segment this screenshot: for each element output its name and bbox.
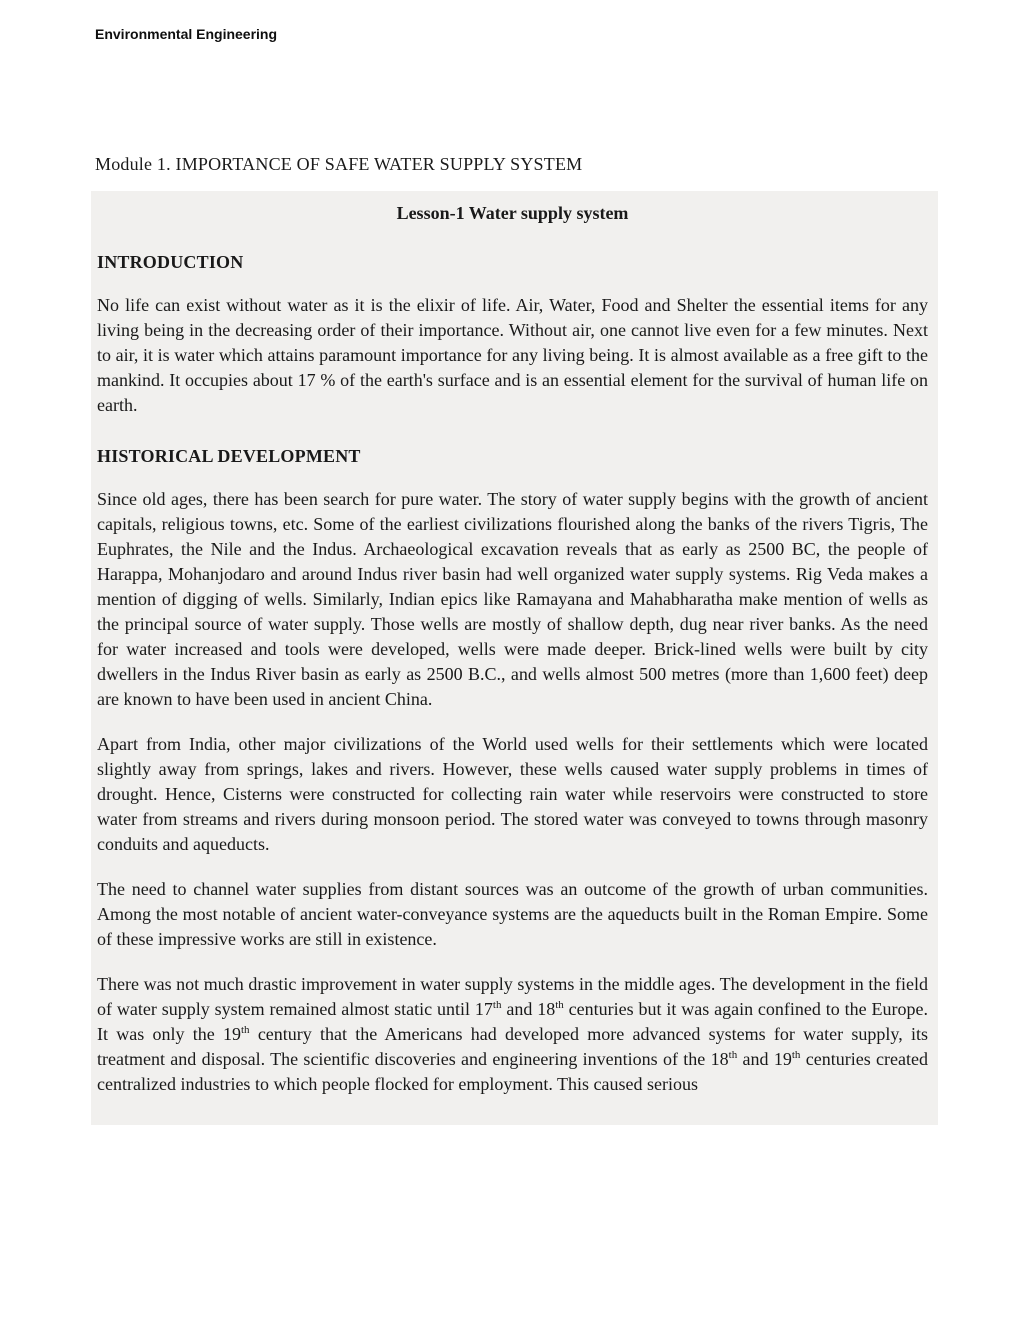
- paragraph-history-2: Apart from India, other major civilizations of the World used wells for their settlements which were located slightly away from springs, lakes and rivers. However, these wells caused water supply problems in times of drought. Hence, Cisterns were constructed for collecting rain water while reservoirs were constructed to store water from streams and rivers during monsoon period. The stored water was conveyed to towns through masonry conduits and aqueducts.: [97, 734, 928, 854]
- running-header: Environmental Engineering: [95, 26, 278, 42]
- lesson-content-block: [91, 191, 938, 1125]
- paragraph-history-3: The need to channel water supplies from distant sources was an outcome of the growth of urban communities. Among the most notable of ancient water-conveyance systems are the aqueducts built in the Roman Empire. Some of these impressive works are still in existence.: [97, 879, 928, 949]
- section-historical-development: [97, 446, 928, 1097]
- paragraph-history-4: There was not much drastic improvement in water supply systems in the middle ages. The development in the field of water supply system remained almost static until 17th and 18th centuries but it was again confined to the Europe. It was only the 19th century that the Americans had developed more advanced systems for water supply, its treatment and disposal. The scientific discoveries and engineering inventions of the 18th and 19th centuries created centralized industries to which people flocked for employment. This caused serious: [97, 974, 929, 1094]
- section-heading-introduction: INTRODUCTION: [97, 252, 244, 272]
- section-introduction: [97, 252, 928, 418]
- lesson-title: Lesson-1 Water supply system: [396, 203, 629, 223]
- section-heading-historical-development: HISTORICAL DEVELOPMENT: [97, 446, 361, 466]
- paragraph-intro-1: No life can exist without water as it is the elixir of life. Air, Water, Food and Shelter the essential items for any living being in the decreasing order of their importance. Without air, one cannot live even for a few minutes. Next to air, it is water which attains paramount importance for any living being. It is almost available as a free gift to the mankind. It occupies about 17 % of the earth's surface and is an essential element for the survival of human life on earth.: [97, 295, 928, 415]
- paragraph-history-1: Since old ages, there has been search for pure water. The story of water supply begins with the growth of ancient capitals, religious towns, etc. Some of the earliest civilizations flourished along the banks of the rivers Tigris, The Euphrates, the Nile and the Indus. Archaeological excavation reveals that as early as 2500 BC, the people of Harappa, Mohanjodaro and around Indus river basin had well organized water supply systems. Rig Veda makes a mention of digging of wells. Similarly, Indian epics like Ramayana and Mahabharatha make mention of wells as the principal source of water supply. Those wells are mostly of shallow depth, dug near river banks. As the need for water increased and tools were developed, wells were made deeper. Brick-lined wells were built by city dwellers in the Indus River basin as early as 2500 B.C., and wells almost 500 metres (more than 1,600 feet) deep are known to have been used in ancient China.: [97, 489, 928, 709]
- module-title: Module 1. IMPORTANCE OF SAFE WATER SUPPLY SYSTEM: [95, 154, 583, 174]
